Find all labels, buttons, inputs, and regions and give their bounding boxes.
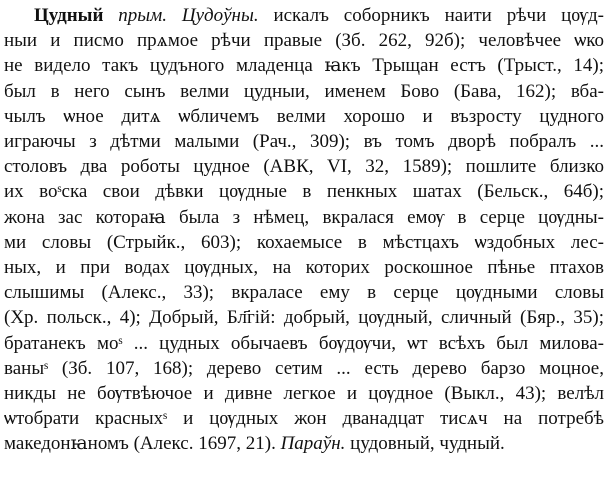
headword-variant: Цудоўны. xyxy=(181,5,259,26)
entry-line: ми словы (Стрыйк., 603); кохаемысе в мѣстцахъ ѡздобных лес- xyxy=(4,231,604,253)
compare-words: цудовный, чудный. xyxy=(350,433,505,455)
entry-line: жона зас котораꙗ была з нѣмец, вкралася емѹ в серце цѹдны- xyxy=(4,206,604,228)
entry-line: ѡтобрати красныхˢ и цѹдных жон дванадцат тисѧч на потребѣ xyxy=(4,408,604,430)
entry-line-1-text: искалъ соборникъ наити рѣчи цѹд- xyxy=(273,5,604,26)
entry-line: чылъ ѡное дитѧ ѡбличемъ велми хорошо и възросту цудного xyxy=(4,105,604,127)
entry-line: братанекъ моˢ ... цудных обычаевъ бѹдѹчи, ѡт всѣхъ был милова- xyxy=(4,332,604,354)
entry-line: слышимы (Алекс., 33); вкраласе ему в серце цѹдными словы xyxy=(4,282,604,304)
entry-line: был в него сынъ велми цудныи, именем Бово (Бава, 162); вба- xyxy=(4,80,604,102)
entry-line: ных, и при водах цѹдных, на которих роскошное пѣнье птахов xyxy=(4,257,604,279)
headword: Цудный xyxy=(34,5,104,26)
entry-line: не видело такъ цудъного младенца ꙗкъ Трыщан естъ (Трыст., 14); xyxy=(4,55,604,77)
compare-label: Параўн. xyxy=(280,433,346,455)
entry-line: никды не бѹтвѣючое и дивне легкое и цѹдное (Выкл., 43); велѣл xyxy=(4,383,604,405)
entry-line: играючы з дѣтми малыми (Рач., 309); въ томъ дворѣ побралъ ... xyxy=(4,131,604,153)
entry-line-last xyxy=(4,431,604,456)
entry-last-line-text: македонꙗномъ (Алекс. 1697, 21). xyxy=(4,433,276,455)
part-of-speech: прым. xyxy=(118,5,168,26)
entry-line: ныи и писмо прѧмое рѣчи правые (Зб. 262, 92б); человѣчее ѡко xyxy=(4,30,604,52)
entry-line-1 xyxy=(4,3,604,28)
entry-line: столовъ два роботы цудное (АВК, VI, 32, 1589); пошлите близко xyxy=(4,156,604,178)
entry-line: их воˢска свои дѣвки цѹдные в пенкных шатах (Бельск., 64б); xyxy=(4,181,604,203)
entry-line: (Хр. польск., 4); Добрый, Бл҃гій: добрый, цѹдный, сличный (Бяр., 35); xyxy=(4,307,604,329)
dictionary-entry xyxy=(4,3,604,457)
entry-line: ваныˢ (Зб. 107, 168); дерево сетим ... есть дерево барзо моцное, xyxy=(4,357,604,379)
